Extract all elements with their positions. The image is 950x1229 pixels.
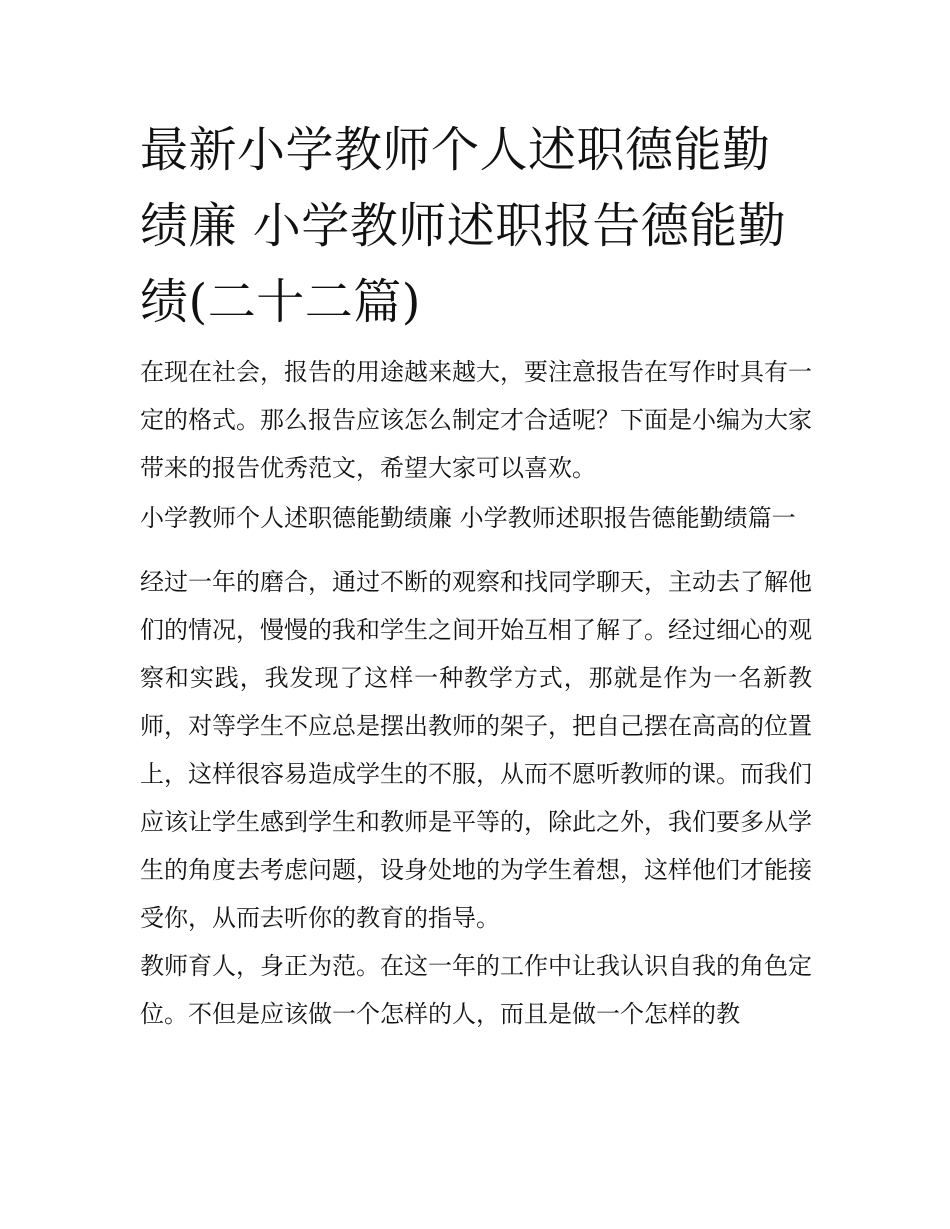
body-paragraph-2: 教师育人，身正为范。在这一年的工作中让我认识自我的角色定位。不但是应该做一个怎样的人，而且是做一个怎样的教 — [140, 952, 812, 1028]
intro-paragraph: 在现在社会，报告的用途越来越大，要注意报告在写作时具有一定的格式。那么报告应该怎么制定才合适呢？下面是小编为大家带来的报告优秀范文，希望大家可以喜欢。 — [140, 358, 812, 482]
document-body — [140, 112, 812, 1038]
body-paragraph-1: 经过一年的磨合，通过不断的观察和找同学聊天，主动去了解他们的情况，慢慢的我和学生之间开始互相了解了。经过细心的观察和实践，我发现了这样一种教学方式，那就是作为一名新教师，对等学生不应总是摆出教师的架子，把自己摆在高高的位置上，这样很容易造成学生的不服，从而不愿听教师的课。而我们应该让学生感到学生和教师是平等的，除此之外，我们要多从学生的角度去考虑问题，设身处地的为学生着想，这样他们才能接受你，从而去听你的教育的指导。 — [140, 568, 812, 932]
document-title: 最新小学教师个人述职德能勤绩廉 小学教师述职报告德能勤绩(二十二篇) — [140, 122, 787, 330]
section-heading: 小学教师个人述职德能勤绩廉 小学教师述职报告德能勤绩篇一 — [140, 504, 796, 532]
